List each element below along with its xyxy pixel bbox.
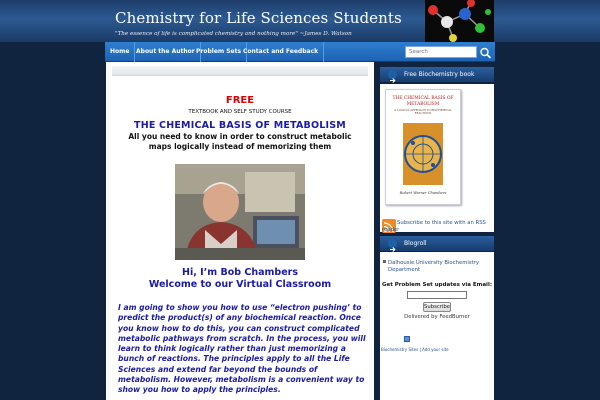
site-title[interactable]: Chemistry for Life Sciences Students <box>115 9 402 27</box>
book-widget-title: Free Biochemistry book <box>404 71 475 78</box>
book-widget-header <box>380 67 494 82</box>
search-input[interactable] <box>405 46 477 58</box>
cover-subtitle: A LOGICAL APPROACH TO BIOCHEMICAL REACTIONS <box>394 109 452 116</box>
arrow-icon <box>388 239 397 248</box>
bullet-icon <box>383 260 386 263</box>
main-content <box>106 62 374 400</box>
intro-paragraph: I am going to show you how to use “electron pushing’ to predict the product(s) of any biochemical reaction. Once you know how to do this, you can construct complicated metabolic pathways from scratch. In the process, you will learn to think logically rather than just memorizing a bunch of reactions. The principles apply to all the Life Sciences and extend far beyond the bounds of metabolism. However, metabolism is a convenient way to show you how to apply the principles. <box>118 303 366 395</box>
cover-art <box>403 123 443 185</box>
blogroll-widget-body <box>380 252 494 400</box>
book-title: THE CHEMICAL BASIS OF METABOLISM <box>134 120 346 131</box>
subscribe-button[interactable]: Subscribe <box>424 304 451 310</box>
book-widget-body <box>380 84 494 232</box>
site-tagline: "The essence of life is complicated chemistry and nothing more" ~James D. Watson <box>115 31 352 37</box>
biochemistry-sites-link[interactable]: Biochemistry Sites | Add your site <box>381 347 449 352</box>
course-label: TEXTBOOK AND SELF STUDY COURSE <box>188 109 292 115</box>
biochemistry-sites-icon[interactable] <box>404 336 410 342</box>
content-divider <box>112 66 368 76</box>
molecule-image <box>425 0 494 42</box>
search-icon[interactable] <box>479 45 492 59</box>
cover-title: THE CHEMICAL BASIS OF METABOLISM <box>392 96 454 107</box>
book-subtitle: All you need to know in order to construct metabolic maps logically instead of memorizing them <box>128 132 352 151</box>
blogroll-title: Blogroll <box>404 240 427 247</box>
cover-author: Robert Warner Chambers <box>399 191 447 195</box>
blogroll-widget-header <box>380 236 494 251</box>
rss-subscribe-link[interactable]: Subscribe to this site with an RSS reader <box>382 220 486 233</box>
greeting-line-2: Welcome to our Virtual Classroom <box>148 279 332 290</box>
site-header <box>0 0 600 42</box>
author-photo <box>175 164 305 260</box>
book-cover[interactable] <box>385 89 461 205</box>
greeting-line-1: Hi, I’m Bob Chambers <box>182 267 298 278</box>
dalhousie-link[interactable]: Dalhousie University Biochemistry Department <box>388 260 479 273</box>
nav-about-author[interactable]: About the Author <box>131 42 201 62</box>
nav-home[interactable]: Home <box>105 42 135 62</box>
email-updates-label: Get Problem Set updates via Email: <box>381 282 493 288</box>
nav-contact-feedback[interactable]: Contact and Feedback <box>238 42 324 62</box>
arrow-icon <box>388 70 397 79</box>
nav-problem-sets[interactable]: Problem Sets <box>191 42 247 62</box>
free-heading: FREE <box>225 95 255 106</box>
feedburner-credit[interactable]: Delivered by FeedBurner <box>404 314 470 320</box>
email-field[interactable] <box>407 291 467 299</box>
welcome-heading <box>106 267 374 291</box>
